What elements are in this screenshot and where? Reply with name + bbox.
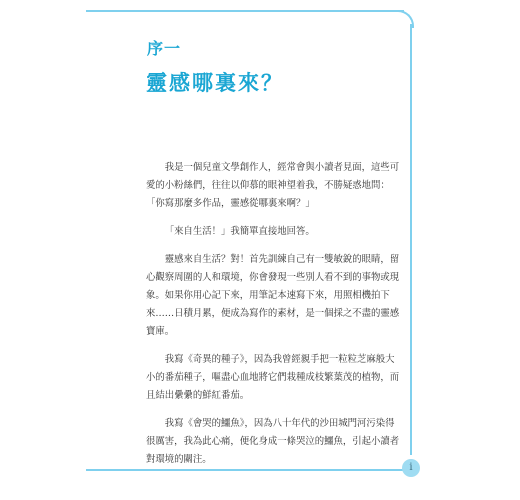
paragraph: 我寫《奇異的種子》，因為我曾經親手把一粒粒芝麻般大小的番茄種子，嘔盡心血地將它們栽種成枝繁葉茂的植物，而且結出纍纍的鮮紅番茄。 (146, 354, 400, 401)
section-label: 序一 (147, 39, 182, 58)
body-text (146, 159, 400, 479)
paragraph: 「來自生活！」我簡單直接地回答。 (164, 226, 315, 237)
page-number-badge: i (402, 459, 420, 477)
paragraph: 我是一個兒童文學創作人，經常會與小讀者見面，這些可愛的小粉絲們，往往以仰慕的眼神望着我，不勝疑惑地問：「你寫那麼多作品，靈感從哪裏來啊？」 (146, 162, 400, 209)
paragraph: 靈感來自生活？對！首先訓練自己有一雙敏銳的眼睛，留心觀察周圍的人和環境，你會發現一些別人看不到的事物或現象。如果你用心記下來，用筆記本速寫下來，用照相機拍下來……日積月累，便成為寫作的素材，是一個採之不盡的靈感寶庫。 (146, 254, 400, 337)
frame-top-border (86, 10, 404, 12)
paragraph: 我寫《會哭的鱷魚》，因為八十年代的沙田城門河污染得很厲害，我為此心痛，便化身成一條哭泣的鱷魚，引起小讀者對環境的關注。 (146, 418, 400, 465)
frame-right-border (410, 24, 412, 455)
page-title: 靈感哪裏來？ (146, 71, 284, 95)
